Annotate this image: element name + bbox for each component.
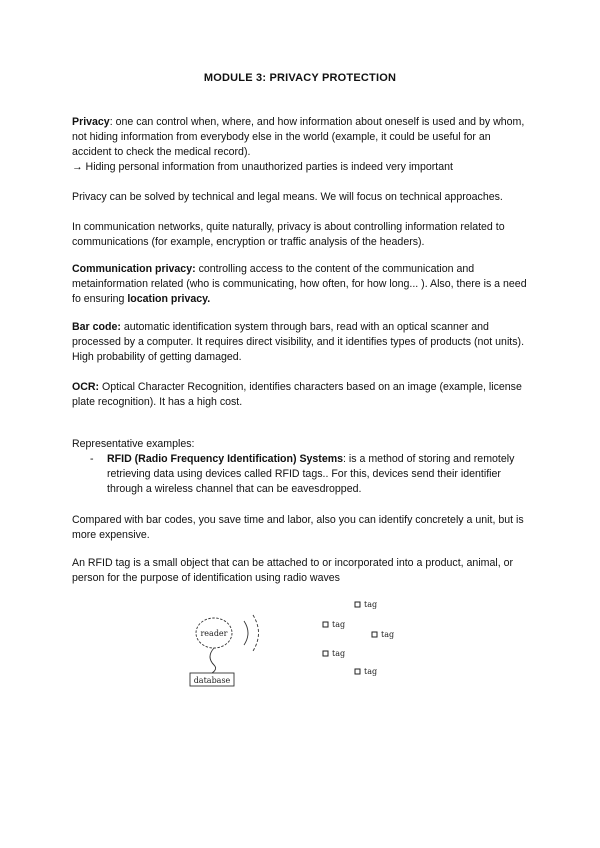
wave-arc-2 (253, 615, 259, 651)
location-privacy-term: location privacy. (127, 293, 211, 305)
networks-paragraph: In communication networks, quite naturally, privacy is about controlling information related to communications (for example, encryption or traffic analysis of the headers). (72, 221, 505, 248)
bullet-marker: - (90, 453, 94, 465)
tag-label: tag (381, 630, 395, 639)
privacy-paragraph (72, 115, 532, 175)
barcode-term: Bar code: (72, 321, 121, 333)
rfid-term: RFID (Radio Frequency Identification) Systems (107, 453, 344, 465)
privacy-term: Privacy (72, 116, 110, 128)
examples-heading: Representative examples: (72, 438, 195, 450)
rfid-bullet-text (107, 452, 532, 497)
tag-label: tag (364, 667, 378, 676)
ocr-term: OCR: (72, 381, 100, 393)
reader-database-link (210, 648, 216, 673)
privacy-arrow-line: → Hiding personal information from unauthorized parties is indeed very important (72, 161, 453, 173)
tag-square-icon (355, 669, 360, 674)
barcode-paragraph (72, 320, 532, 365)
rfid-tag-paragraph: An RFID tag is a small object that can be attached to or incorporated into a product, animal, or person for the purpose of identification using radio waves (72, 557, 514, 584)
rfid-diagram (160, 595, 430, 695)
database-label: database (193, 676, 231, 685)
tag-label: tag (364, 600, 378, 609)
privacy-definition: : one can control when, where, and how information about oneself is used and by whom, not hiding information from everybody else in the world (example, it could be useful for an accident to check the medical record). (72, 116, 525, 158)
compared-paragraph: Compared with bar codes, you save time and labor, also you can identify concretely a unit, but is more expensive. (72, 514, 524, 541)
tag-square-icon (323, 651, 328, 656)
tag-square-icon (355, 602, 360, 607)
tag-label: tag (332, 620, 346, 629)
barcode-definition: automatic identification system through bars, read with an optical scanner and processed by a computer. It requires direct visibility, and it identifies types of products (not units). High probability of getting damaged. (72, 321, 525, 363)
tag-label: tag (332, 649, 346, 658)
wave-arc-1 (244, 621, 248, 645)
ocr-paragraph (72, 380, 532, 410)
reader-label: reader (200, 629, 228, 638)
tag-square-icon (372, 632, 377, 637)
communication-privacy-paragraph (72, 262, 532, 307)
tag-square-icon (323, 622, 328, 627)
means-paragraph: Privacy can be solved by technical and legal means. We will focus on technical approaches. (72, 191, 503, 203)
communication-privacy-term: Communication privacy: (72, 263, 196, 275)
ocr-definition: Optical Character Recognition, identifies characters based on an image (example, license plate recognition). It has a high cost. (72, 381, 522, 408)
page-title: MODULE 3: PRIVACY PROTECTION (203, 72, 397, 84)
communication-privacy-definition: controlling access to the content of the communication and metainformation related (who is communicating, how often, for how long... ). Also, there is a need fo ensuring (72, 263, 527, 305)
rfid-definition: : is a method of storing and remotely retrieving data using devices called RFID tags.. For this, devices send their identifier through a wireless channel that can be eavesdropped. (107, 453, 515, 495)
